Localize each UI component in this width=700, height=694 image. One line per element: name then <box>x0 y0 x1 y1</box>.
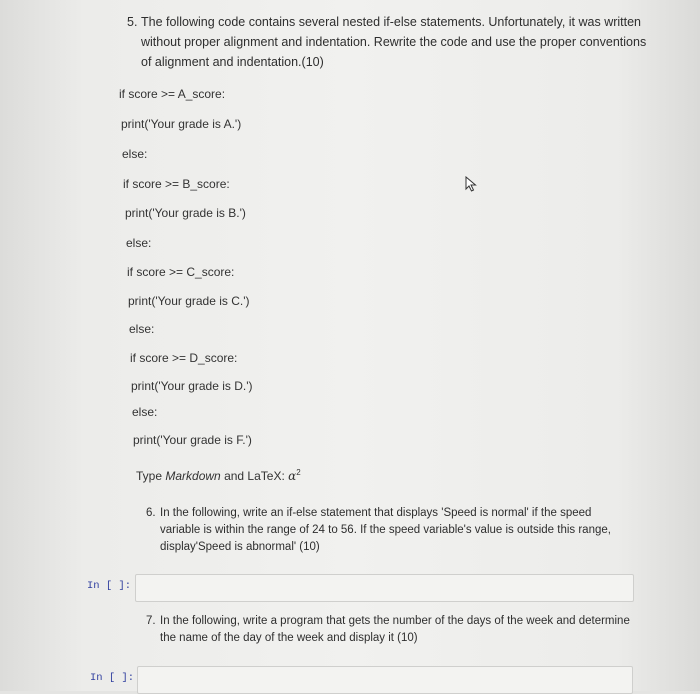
code-line: print('Your grade is D.') <box>131 379 253 393</box>
code-cell-2-input[interactable] <box>137 666 633 694</box>
question-6-text: In the following, write an if-else statement that displays 'Speed is normal' if the speed variable is within the range of 24 to 56. If the speed variable's value is outside this range, display'Speed is abnormal' (10) <box>160 507 611 553</box>
code-line: print('Your grade is C.') <box>128 294 250 308</box>
question-6 <box>146 505 634 556</box>
code-cell-1-input[interactable] <box>135 574 634 602</box>
md-math: α <box>288 469 297 483</box>
question-7-text: In the following, write a program that gets the number of the days of the week and determine the name of the day of the week and display it (10) <box>160 615 630 644</box>
mouse-pointer-icon <box>465 176 479 192</box>
code-line: if score >= C_score: <box>127 265 235 279</box>
md-sup: 2 <box>296 468 301 477</box>
cell-2-prompt: In [ ]: <box>90 672 135 684</box>
code-line: else: <box>122 147 148 161</box>
code-line: if score >= A_score: <box>119 87 226 101</box>
code-line: else: <box>132 405 158 419</box>
question-5-text: The following code contains several nested if-else statements. Unfortunately, it was written without proper alignment and indentation. Rewrite the code and use the proper conventions of alignment and indentation.(10) <box>141 15 647 69</box>
code-line: else: <box>126 236 152 250</box>
question-5-number: 5. <box>127 15 138 29</box>
code-line: print('Your grade is A.') <box>121 117 242 131</box>
question-7 <box>146 613 634 647</box>
code-line: if score >= B_score: <box>123 177 230 191</box>
code-line: else: <box>129 322 155 336</box>
md-and: and LaTeX: <box>224 469 285 483</box>
question-5 <box>127 12 652 72</box>
md-markdown: Markdown <box>165 469 221 483</box>
cell-1-prompt: In [ ]: <box>87 580 132 592</box>
code-line: print('Your grade is F.') <box>133 433 252 447</box>
code-line: print('Your grade is B.') <box>125 206 246 220</box>
question-7-number: 7. <box>146 615 156 627</box>
markdown-placeholder[interactable] <box>136 468 301 483</box>
question-6-number: 6. <box>146 507 156 519</box>
code-line: if score >= D_score: <box>130 351 238 365</box>
md-prefix: Type <box>136 469 163 483</box>
